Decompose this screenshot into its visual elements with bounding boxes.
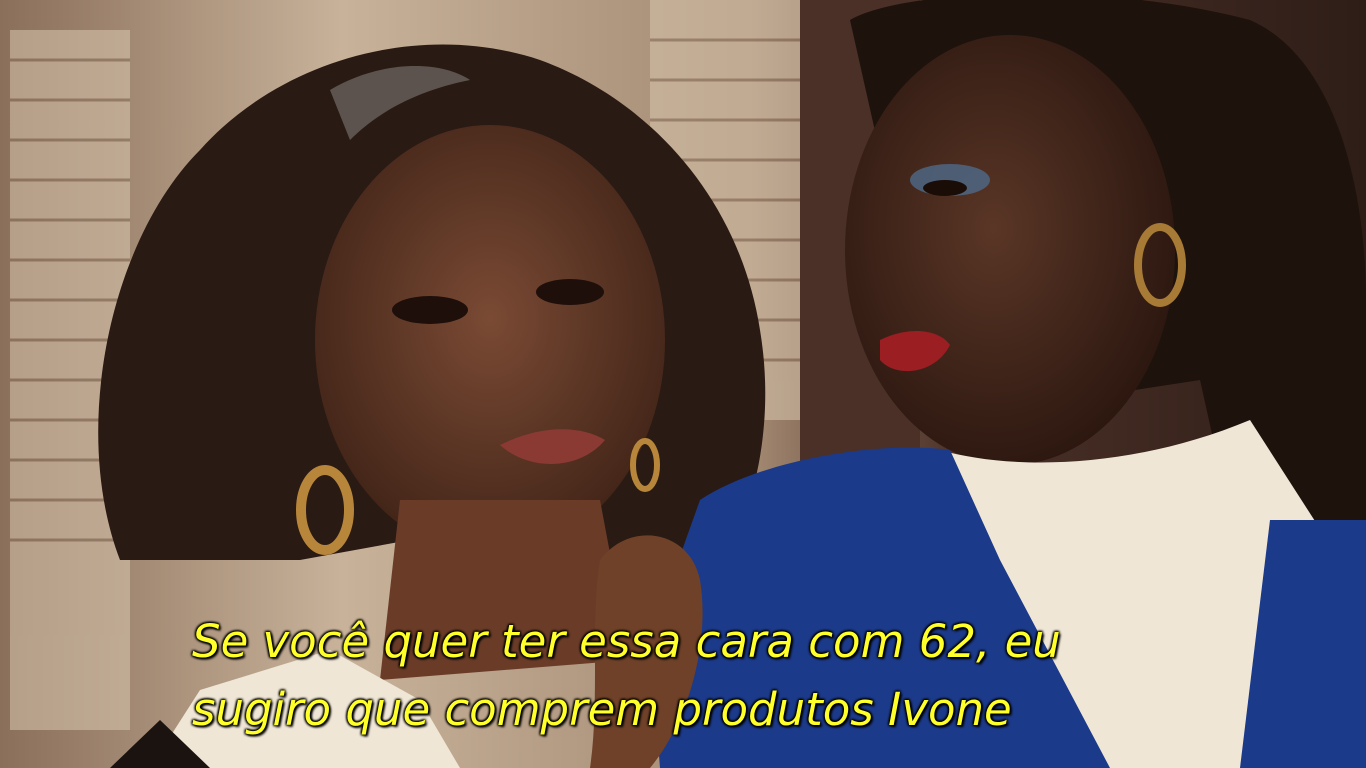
- face-right: [845, 35, 1175, 465]
- face-left: [315, 125, 665, 555]
- subtitle-caption: [150, 608, 1280, 744]
- subtitle-line-1: Se você quer ter essa cara com 62, eu: [192, 615, 1061, 668]
- subtitle-line-2: sugiro que comprem produtos Ivone: [192, 683, 1012, 736]
